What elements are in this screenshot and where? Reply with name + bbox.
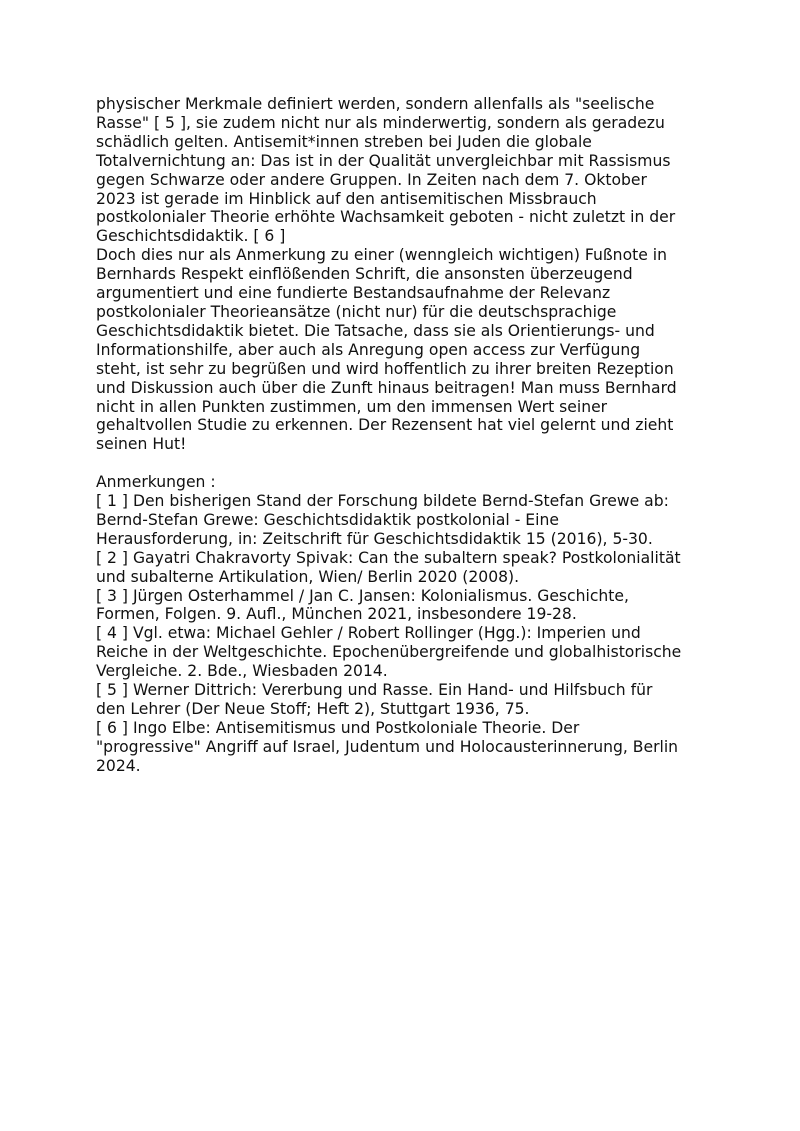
text-line: postkolonialer Theorie erhöhte Wachsamkeit geboten - nicht zuletzt in der [96,208,676,227]
text-line: nicht in allen Punkten zustimmen, um den immensen Wert seiner [96,397,608,416]
text-line: und Diskussion auch über die Zunft hinaus beitragen! Man muss Bernhard [96,378,677,397]
text-line: schädlich gelten. Antisemit*innen streben bei Juden die globale [96,132,592,151]
text-line: Geschichtsdidaktik. [ 6 ] [96,227,286,246]
text-line: Rasse" [ 5 ], sie zudem nicht nur als minderwertig, sondern als geradezu [96,113,665,132]
text-line: Bernhards Respekt einflößenden Schrift, die ansonsten überzeugend [96,265,633,284]
note-line: [ 3 ] Jürgen Osterhammel / Jan C. Jansen: Kolonialismus. Geschichte, [96,586,629,605]
notes-section [96,473,716,776]
note-line: Vergleiche. 2. Bde., Wiesbaden 2014. [96,662,388,681]
text-line: 2023 ist gerade im Hinblick auf den antisemitischen Missbrauch [96,189,597,208]
text-line: gegen Schwarze oder andere Gruppen. In Zeiten nach dem 7. Oktober [96,170,647,189]
paragraph-spacer [96,454,716,473]
note-line: [ 4 ] Vgl. etwa: Michael Gehler / Robert Rollinger (Hgg.): Imperien und [96,624,641,643]
note-line: [ 6 ] Ingo Elbe: Antisemitismus und Postkoloniale Theorie. Der [96,718,580,737]
note-line: Herausforderung, in: Zeitschrift für Geschichtsdidaktik 15 (2016), 5-30. [96,529,653,548]
document-page [96,95,716,776]
text-line: seinen Hut! [96,435,187,454]
text-line: physischer Merkmale definiert werden, sondern allenfalls als "seelische [96,95,655,113]
text-line: Geschichtsdidaktik bietet. Die Tatsache, dass sie als Orientierungs- und [96,321,655,340]
text-line: gehaltvollen Studie zu erkennen. Der Rezensent hat viel gelernt und zieht [96,416,674,435]
note-line: und subalterne Artikulation, Wien/ Berlin 2020 (2008). [96,567,520,586]
note-line: 2024. [96,756,141,775]
body-paragraph-1 [96,95,716,246]
note-line: Formen, Folgen. 9. Aufl., München 2021, insbesondere 19-28. [96,605,577,624]
text-line: argumentiert und eine fundierte Bestandsaufnahme der Relevanz [96,284,611,303]
note-line: [ 1 ] Den bisherigen Stand der Forschung bildete Bernd-Stefan Grewe ab: [96,492,669,511]
note-line: [ 5 ] Werner Dittrich: Vererbung und Rasse. Ein Hand- und Hilfsbuch für [96,681,653,700]
text-line: Totalvernichtung an: Das ist in der Qualität unvergleichbar mit Rassismus [96,151,671,170]
note-line: Reiche in der Weltgeschichte. Epochenübergreifende und globalhistorische [96,643,682,662]
note-line: [ 2 ] Gayatri Chakravorty Spivak: Can the subaltern speak? Postkolonialität [96,548,681,567]
text-line: steht, ist sehr zu begrüßen und wird hoffentlich zu ihrer breiten Rezeption [96,359,674,378]
note-line: "progressive" Angriff auf Israel, Judentum und Holocausterinnerung, Berlin [96,737,679,756]
note-line: Bernd-Stefan Grewe: Geschichtsdidaktik postkolonial - Eine [96,510,559,529]
text-line: Informationshilfe, aber auch als Anregung open access zur Verfügung [96,340,641,359]
body-paragraph-2 [96,246,716,454]
notes-heading: Anmerkungen : [96,473,216,492]
note-line: den Lehrer (Der Neue Stoff; Heft 2), Stuttgart 1936, 75. [96,699,530,718]
text-line: postkolonialer Theorieansätze (nicht nur) für die deutschsprachige [96,302,617,321]
text-line: Doch dies nur als Anmerkung zu einer (wenngleich wichtigen) Fußnote in [96,246,667,265]
